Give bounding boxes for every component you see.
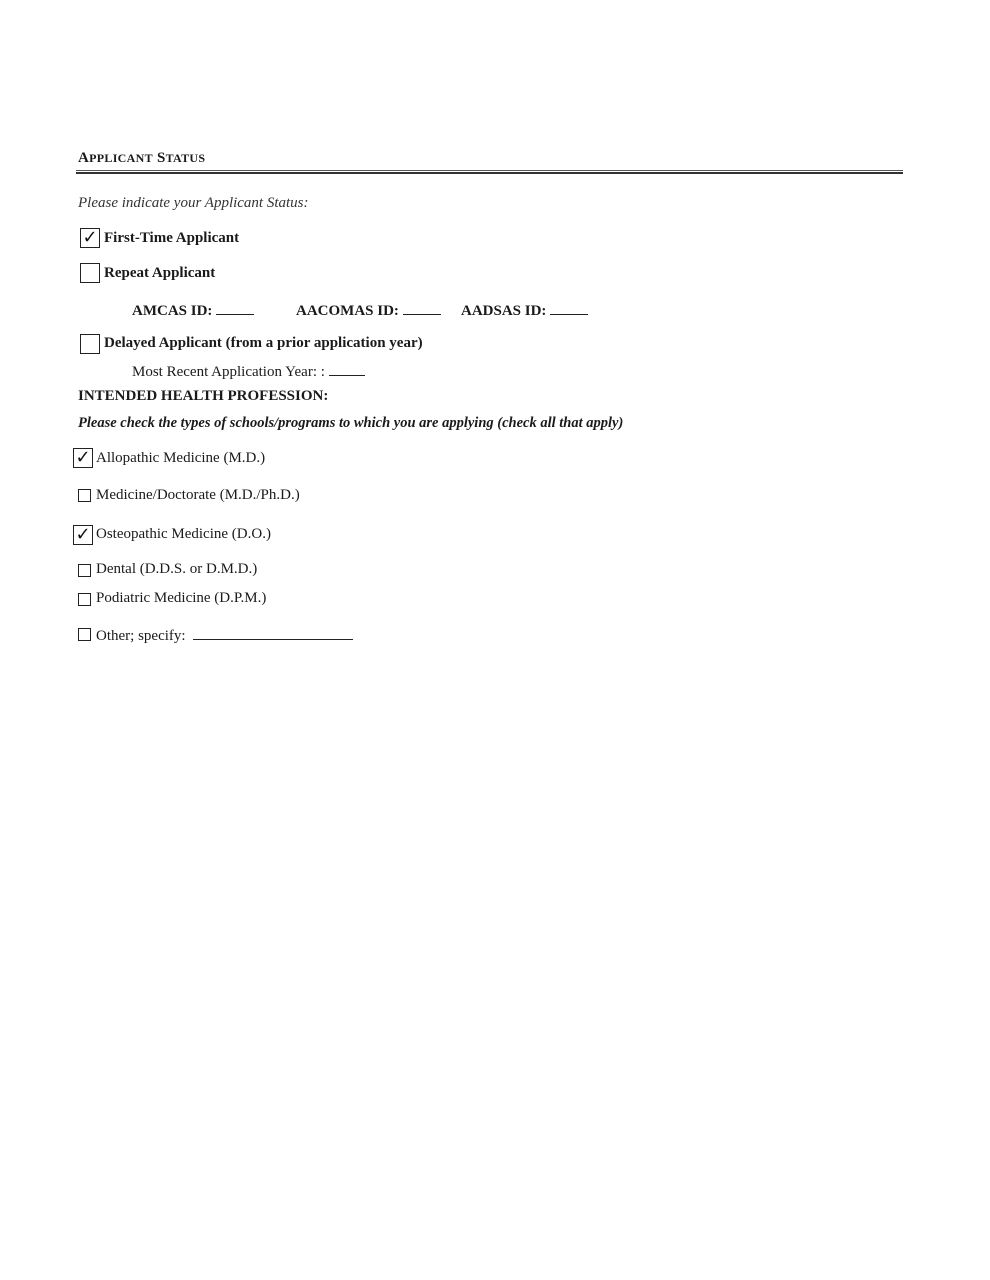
aacomas-id-input[interactable]: [403, 300, 441, 315]
aadsas-id-label: AADSAS ID:: [461, 303, 547, 319]
dental-label: Dental (D.D.S. or D.M.D.): [96, 561, 258, 577]
aadsas-id-input[interactable]: [550, 300, 588, 315]
allopathic-label: Allopathic Medicine (M.D.): [96, 450, 266, 466]
aadsas-id-field: [461, 300, 588, 320]
recent-year-input[interactable]: [329, 361, 365, 376]
osteopathic-label: Osteopathic Medicine (D.O.): [96, 526, 271, 542]
checkmark-icon: ✓: [75, 523, 91, 545]
other-checkbox[interactable]: [78, 628, 91, 641]
podiatric-label: Podiatric Medicine (D.P.M.): [96, 590, 267, 606]
allopathic-checkbox[interactable]: [73, 448, 93, 468]
first-time-applicant-label: First-Time Applicant: [104, 230, 240, 246]
podiatric-checkbox[interactable]: [78, 593, 91, 606]
profession-heading: INTENDED HEALTH PROFESSION:: [78, 388, 329, 404]
aacomas-id-field: [296, 300, 441, 320]
osteopathic-checkbox[interactable]: [73, 525, 93, 545]
dental-checkbox[interactable]: [78, 564, 91, 577]
checkmark-icon: ✓: [82, 226, 98, 248]
other-field: [96, 625, 353, 645]
other-specify-input[interactable]: [193, 625, 353, 640]
section-rule-thick: [76, 172, 903, 174]
section-title: APPLICANT STATUS: [78, 150, 206, 166]
amcas-id-field: [132, 300, 254, 320]
repeat-applicant-checkbox[interactable]: [80, 263, 100, 283]
amcas-id-label: AMCAS ID:: [132, 303, 213, 319]
amcas-id-input[interactable]: [216, 300, 254, 315]
delayed-applicant-checkbox[interactable]: [80, 334, 100, 354]
delayed-applicant-label: Delayed Applicant (from a prior application year): [104, 335, 423, 351]
repeat-applicant-label: Repeat Applicant: [104, 265, 216, 281]
recent-year-label: Most Recent Application Year: :: [132, 364, 325, 380]
checkmark-icon: ✓: [75, 446, 91, 468]
status-instruction: Please indicate your Applicant Status:: [78, 195, 309, 211]
md-phd-label: Medicine/Doctorate (M.D./Ph.D.): [96, 487, 300, 503]
aacomas-id-label: AACOMAS ID:: [296, 303, 399, 319]
recent-year-field: [132, 361, 365, 381]
first-time-applicant-checkbox[interactable]: [80, 228, 100, 248]
section-rule-thin: [76, 170, 903, 171]
md-phd-checkbox[interactable]: [78, 489, 91, 502]
other-label: Other; specify:: [96, 628, 186, 644]
profession-instruction: Please check the types of schools/programs to which you are applying (check all that apply): [78, 415, 624, 431]
